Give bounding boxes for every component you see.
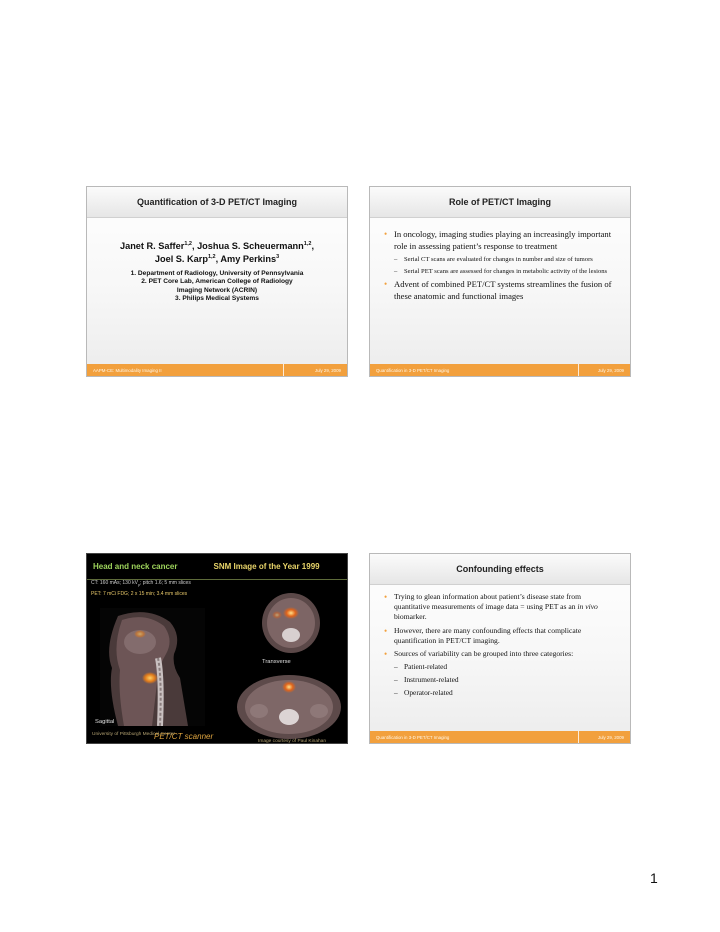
footer-date: July 29, 2009 xyxy=(597,734,624,740)
slide-3 xyxy=(86,553,348,744)
bullet-list xyxy=(384,229,618,305)
transverse-scan-image xyxy=(257,585,325,655)
sub-bullet-item: – Serial CT scans are evaluated for changes in number and size of tumors xyxy=(384,255,618,264)
footer-left: AAPM-CE: Multimodality Imaging II xyxy=(93,367,162,373)
bullet-list xyxy=(384,592,618,701)
footer-left: Quantification in 3-D PET/CT Imaging xyxy=(376,367,450,373)
page-number: 1 xyxy=(650,870,658,886)
footer-left: University of Pittsburgh Medical Center xyxy=(92,732,175,737)
title-right: SNM Image of the Year 1999 xyxy=(213,562,320,571)
footer-date: July 29, 2009 xyxy=(597,367,624,373)
bullet-item: • In oncology, imaging studies playing an increasingly important role in assessing patient’s response to treatment xyxy=(384,229,618,252)
transverse-label: Transverse xyxy=(262,659,291,665)
bullet-item: • Advent of combined PET/CT systems streamlines the fusion of these anatomic and functional images xyxy=(384,279,618,302)
transverse-scan-image-2 xyxy=(233,667,345,741)
slide-title: Role of PET/CT Imaging xyxy=(370,187,630,218)
slide-title: Confounding effects xyxy=(370,554,630,585)
affiliations: 1. Department of Radiology, University of Pennsylvania 2. PET Core Lab, American College of Radiology Imaging Network (ACRIN) 3. Philips Medical Systems xyxy=(130,270,304,303)
ct-params: CT: 160 mAs; 130 $kV_p$; pitch 1.6; 5 mm slices xyxy=(91,580,191,587)
slide-2 xyxy=(369,186,631,377)
sub-bullet-item: – Serial PET scans are assessed for changes in metabolic activity of the lesions xyxy=(384,267,618,276)
slide-title: Quantification of 3-D PET/CT Imaging xyxy=(87,187,347,218)
bullet-item: • However, there are many confounding effects that complicate quantification in PET/CT imaging. xyxy=(384,626,618,646)
sub-bullet-item: – Patient-related xyxy=(384,662,618,672)
footer-left: Quantification in 3-D PET/CT Imaging xyxy=(376,734,450,740)
bullet-item: • Trying to glean information about patient’s disease state from quantitative measurements of image data = using PET as an in vivo biomarker. xyxy=(384,592,618,623)
slide-footer xyxy=(370,364,630,376)
scanner-label: PET/CT scanner xyxy=(154,732,214,741)
sagittal-scan-image xyxy=(100,608,205,726)
sagittal-label: Sagittal xyxy=(95,719,115,725)
slide-footer xyxy=(87,364,347,376)
sub-bullet-item: – Instrument-related xyxy=(384,675,618,685)
footer-right: Image courtesy of Paul Kinahan xyxy=(258,739,326,744)
slide-4 xyxy=(369,553,631,744)
bullet-item: • Sources of variability can be grouped into three categories: xyxy=(384,649,618,659)
slide-footer xyxy=(370,731,630,743)
footer-date: July 29, 2009 xyxy=(314,367,341,373)
sub-bullet-item: – Operator-related xyxy=(384,688,618,698)
title-left: Head and neck cancer xyxy=(93,562,178,571)
slide-title xyxy=(87,554,347,579)
slide-1 xyxy=(86,186,348,377)
author-list: Janet R. Saffer$^{1,2}$, Joshua S. Scheuermann$^{1,2}$, Joel S. Karp$^{1,2}$, Amy Perkins$^3$ xyxy=(119,240,315,264)
pet-params: PET: 7 mCi FDG; 2 x 15 min; 3.4 mm slices xyxy=(91,591,188,597)
